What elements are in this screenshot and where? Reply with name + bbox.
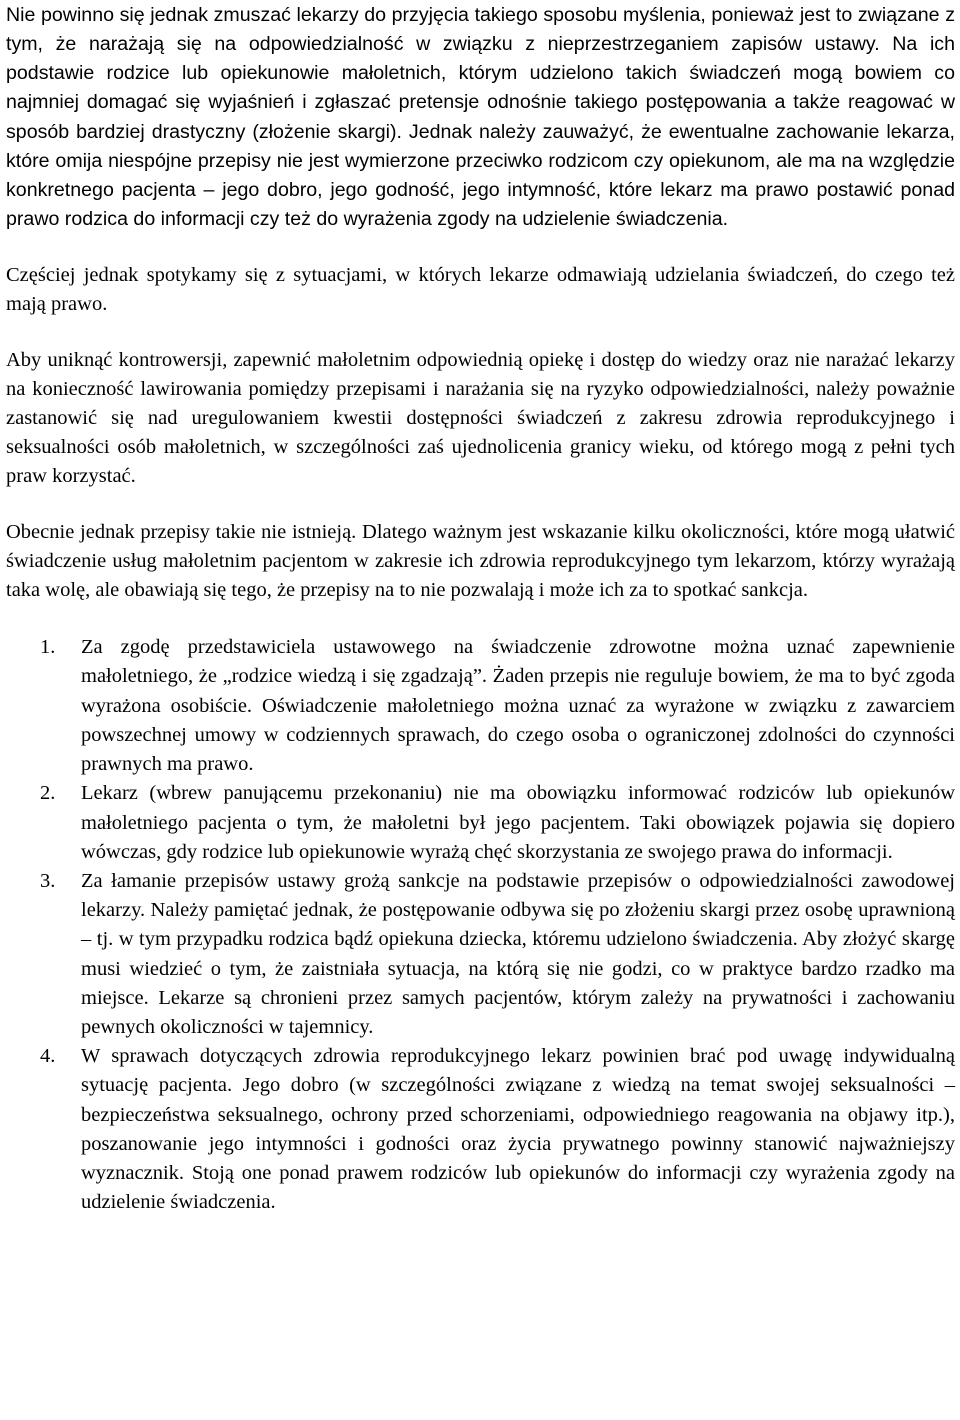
list-item-number: 3. xyxy=(40,869,56,892)
list-item xyxy=(6,779,955,867)
list-item-text: Lekarz (wbrew panującemu przekonaniu) nie ma obowiązku informować rodziców lub opiekunów małoletniego pacjenta o tym, że małoletni był jego pacjentem. Taki obowiązek pojawia się dopiero wówczas, gdy rodzice lub opiekunowie wyrażą chęć skorzystania ze swojego prawa do informacji. xyxy=(81,782,955,863)
list-item-number: 2. xyxy=(40,782,56,805)
list-item-number: 1. xyxy=(40,636,56,659)
paragraph-refusals: Częściej jednak spotykamy się z sytuacjami, w których lekarze odmawiają udzielania świadczeń, do czego też mają prawo. xyxy=(6,264,955,316)
paragraph-intro: Nie powinno się jednak zmuszać lekarzy do przyjęcia takiego sposobu myślenia, ponieważ jest to związane z tym, że narażają się na odpowiedzialność w związku z nieprzestrzeganiem zapisów ustawy. Na ich podstawie rodzice lub opiekunowie małoletnich, którym udzielono takich świadczeń mogą bowiem co najmniej domagać się wyjaśnień i zgłaszać pretensje odnośnie takiego postępowania a także reagować w sposób bardziej drastyczny (złożenie skargi). Jednak należy zauważyć, że ewentualne zachowanie lekarza, które omija niespójne przepisy nie jest wymierzone przeciwko rodzicom czy opiekunom, ale ma na względzie konkretnego pacjenta – jego dobro, jego godność, jego intymność, które lekarz ma prawo postawić ponad prawo rodzica do informacji czy też do wyrażenia zgody na udzielenie świadczenia. xyxy=(6,4,955,231)
document-page xyxy=(6,0,955,1217)
list-item xyxy=(6,867,955,1042)
paragraph-circumstances: Obecnie jednak przepisy takie nie istnieją. Dlatego ważnym jest wskazanie kilku okoliczności, które mogą ułatwić świadczenie usług małoletnim pacjentom w zakresie ich zdrowia reprodukcyjnego tym lekarzom, którzy wyrażają taka wolę, ale obawiają się tego, że przepisy na to nie pozwalają i może ich za to spotkać sankcja. xyxy=(6,520,955,602)
list-item-text: W sprawach dotyczących zdrowia reprodukcyjnego lekarz powinien brać pod uwagę indywidualną sytuację pacjenta. Jego dobro (w szczególności związane z wiedzą na temat swojej seksualności – bezpieczeństwa seksualnego, ochrony przed schorzeniami, odpowiedniego reagowania na objawy itp.), poszanowanie jego intymności i godności oraz życia prywatnego powinny stanowić najważniejszy wyznacznik. Stoją one ponad prawem rodziców lub opiekunów do informacji czy wyrażenia zgody na udzielenie świadczenia. xyxy=(81,1045,955,1214)
list-item xyxy=(6,633,955,779)
list-item-text: Za zgodę przedstawiciela ustawowego na świadczenie zdrowotne można uznać zapewnienie małoletniego, że „rodzice wiedzą i się zgadzają”. Żaden przepis nie reguluje bowiem, że ma to być zgoda wyrażona osobiście. Oświadczenie małoletniego można uznać za wyrażone w związku z zawarciem powszechnej umowy w codziennych sprawach, do czego osoba o ograniczonej zdolności do czynności prawnych ma prawo. xyxy=(81,636,955,776)
paragraph-proposal: Aby uniknąć kontrowersji, zapewnić małoletnim odpowiednią opiekę i dostęp do wiedzy oraz nie narażać lekarzy na konieczność lawirowania pomiędzy przepisami i narażania się na ryzyko odpowiedzialności, należy poważnie zastanowić się nad uregulowaniem kwestii dostępności świadczeń z zakresu zdrowia reprodukcyjnego i seksualności osób małoletnich, w szczególności zaś ujednolicenia granicy wieku, od którego mogą z pełni tych praw korzystać. xyxy=(6,348,955,488)
recommendations-list xyxy=(6,633,955,1217)
list-item xyxy=(6,1042,955,1217)
list-item-number: 4. xyxy=(40,1045,56,1068)
list-item-text: Za łamanie przepisów ustawy grożą sankcje na podstawie przepisów o odpowiedzialności zawodowej lekarzy. Należy pamiętać jednak, że postępowanie odbywa się po złożeniu skargi przez osobę uprawnioną – tj. w tym przypadku rodzica bądź opiekuna dziecka, któremu udzielono świadczenia. Aby złożyć skargę musi wiedzieć o tym, że zaistniała sytuacja, na którą się nie godzi, co w praktyce bardzo rzadko ma miejsce. Lekarze są chronieni przez samych pacjentów, którym zależy na prywatności i zachowaniu pewnych okoliczności w tajemnicy. xyxy=(81,869,955,1038)
